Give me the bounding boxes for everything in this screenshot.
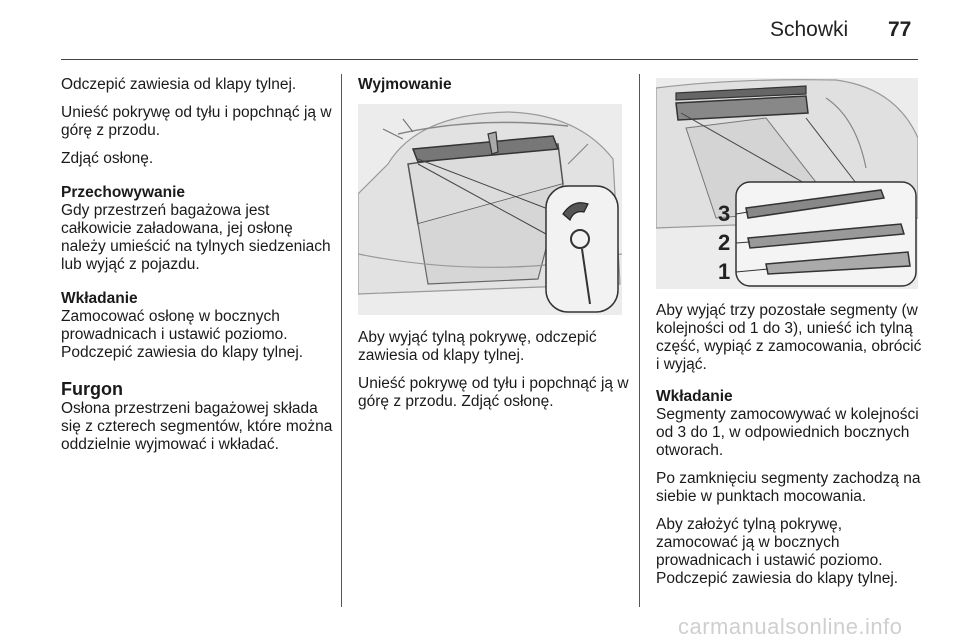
- section-text: Zamocować osłonę w bocznych prowadnicach i ustawić poziomo. Podczepić zawiesia do klapy tylnej.: [61, 308, 304, 361]
- instruction-text: Aby wyjąć trzy pozostałe segmenty (w kolejności od 1 do 3), unieść ich tylną część, wypiąć z zamocowania, obrócić i wyjąć.: [656, 302, 922, 373]
- storage-section: [61, 184, 333, 274]
- section-heading: Przechowywanie: [61, 184, 186, 201]
- instruction-text: Segmenty zamocowywać w kolejności od 3 do 1, w odpowiednich bocznych otworach.: [656, 406, 919, 459]
- section-heading: Wkładanie: [61, 290, 138, 307]
- instruction-text: Aby wyjąć tylną pokrywę, odczepić zawiesia od klapy tylnej.: [358, 329, 597, 364]
- column-2: [358, 76, 630, 94]
- car-rear-cover-drawing: [358, 104, 622, 315]
- instruction-text: Unieść pokrywę od tyłu i popchnąć ją w górę z przodu. Zdjąć osłonę.: [358, 375, 629, 410]
- segment-label-3: 3: [718, 201, 731, 226]
- van-section: [61, 378, 333, 454]
- cover-segments-drawing: [656, 78, 918, 289]
- illustration-segments: [656, 78, 918, 289]
- section-heading-large: Furgon: [61, 379, 123, 399]
- column-3-text: [656, 302, 926, 598]
- instruction-text: Odczepić zawiesia od klapy tylnej.: [61, 76, 297, 93]
- page-title: Schowki: [770, 18, 849, 41]
- section-heading: Wkładanie: [656, 388, 733, 405]
- column-2-text: [358, 329, 630, 421]
- section-heading: Wyjmowanie: [358, 76, 452, 93]
- instruction-text: Zdjąć osłonę.: [61, 150, 154, 167]
- column-1: [61, 76, 333, 466]
- instruction-text: Po zamknięciu segmenty zachodzą na siebie w punktach mocowania.: [656, 470, 921, 505]
- insert-section: [61, 290, 333, 362]
- section-text: Osłona przestrzeni bagażowej składa się z czterech segmentów, które można oddzielnie wyjmować i wkładać.: [61, 400, 333, 453]
- segment-label-2: 2: [718, 230, 731, 255]
- segment-label-1: 1: [718, 259, 731, 284]
- section-text: Gdy przestrzeń bagażowa jest całkowicie załadowana, jej osłonę należy umieścić na tylnych siedzeniach lub wyjąć z pojazdu.: [61, 202, 331, 273]
- instruction-text: Aby założyć tylną pokrywę, zamocować ją w bocznych prowadnicach i ustawić poziomo. Podczepić zawiesia do klapy tylnej.: [656, 516, 899, 587]
- page-number: 77: [888, 18, 912, 41]
- column-divider-1: [341, 74, 342, 607]
- illustration-cover-removal: [358, 104, 622, 315]
- column-divider-2: [639, 74, 640, 607]
- watermark: carmanualsonline.info: [678, 614, 903, 639]
- instruction-text: Unieść pokrywę od tyłu i popchnąć ją w górę z przodu.: [61, 104, 332, 139]
- header-rule: [61, 59, 918, 60]
